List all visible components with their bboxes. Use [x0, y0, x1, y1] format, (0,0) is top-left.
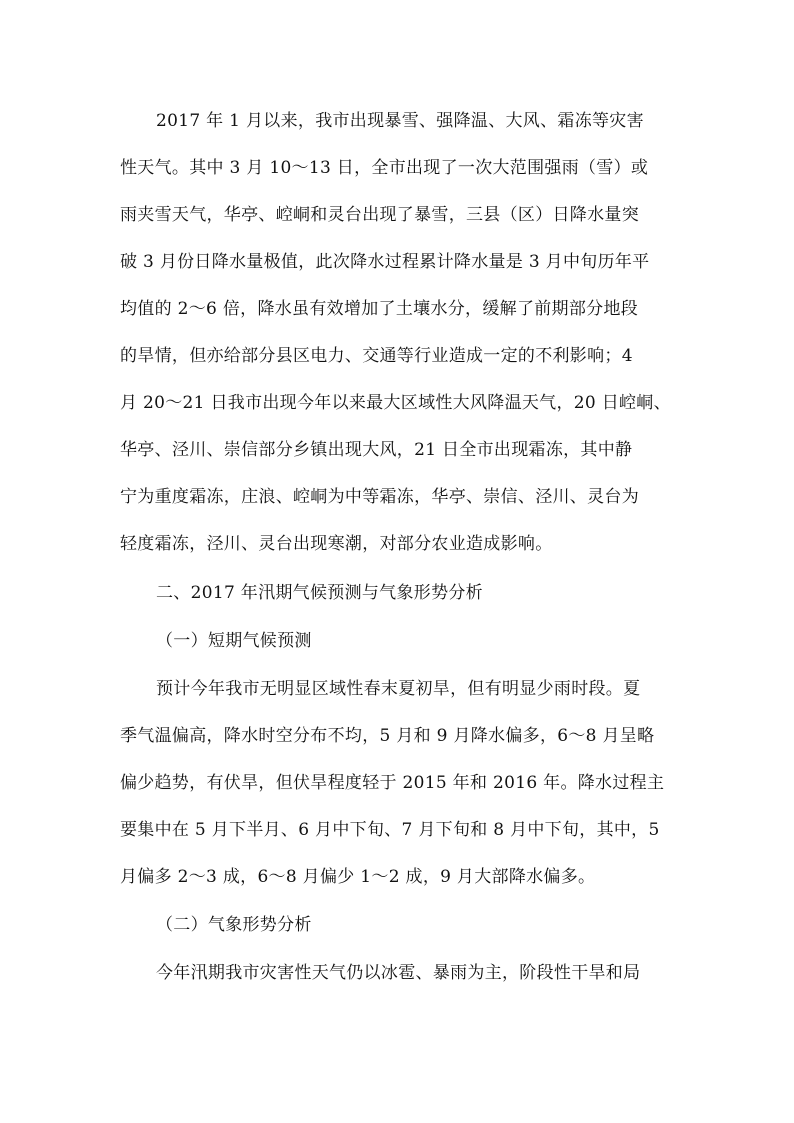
paragraph-line: 宁为重度霜冻，庄浪、崆峒为中等霜冻，华亭、崇信、泾川、灵台为 — [120, 487, 639, 507]
paragraph-line: 性天气。其中 3 月 10～13 日，全市出现了一次大范围强雨（雪）或 — [120, 158, 649, 178]
paragraph-line: 月偏多 2～3 成，6～8 月偏少 1～2 成，9 月大部降水偏多。 — [120, 867, 596, 887]
paragraph-line: 轻度霜冻，泾川、灵台出现寒潮，对部分农业造成影响。 — [120, 534, 553, 554]
paragraph-line: 均值的 2～6 倍，降水虽有效增加了土壤水分，缓解了前期部分地段 — [120, 299, 639, 319]
paragraph-line: 的旱情，但亦给部分县区电力、交通等行业造成一定的不利影响；4 — [120, 346, 633, 366]
paragraph-line: 偏少趋势，有伏旱，但伏旱程度轻于 2015 年和 2016 年。降水过程主 — [120, 773, 665, 793]
subsection-heading: （二）气象形势分析 — [156, 915, 312, 935]
paragraph-line: 破 3 月份日降水量极值，此次降水过程累计降水量是 3 月中旬历年平 — [120, 252, 650, 272]
paragraph-line: 预计今年我市无明显区域性春末夏初旱，但有明显少雨时段。夏 — [156, 679, 641, 699]
paragraph-line: 华亭、泾川、崇信部分乡镇出现大风，21 日全市出现霜冻，其中静 — [120, 440, 633, 460]
section-heading: 二、2017 年汛期气候预测与气象形势分析 — [156, 583, 483, 603]
paragraph-line: 要集中在 5 月下半月、6 月中下旬、7 月下旬和 8 月中下旬，其中，5 — [120, 820, 660, 840]
paragraph-line: 季气温偏高，降水时空分布不均，5 月和 9 月降水偏多，6～8 月呈略 — [120, 726, 655, 746]
paragraph-line: 月 20～21 日我市出现今年以来最大区域性大风降温天气，20 日崆峒、 — [120, 393, 671, 413]
paragraph-line: 2017 年 1 月以来，我市出现暴雪、强降温、大风、霜冻等灾害 — [156, 111, 644, 131]
subsection-heading: （一）短期气候预测 — [156, 631, 312, 651]
paragraph-line: 雨夹雪天气，华亭、崆峒和灵台出现了暴雪，三县（区）日降水量突 — [120, 205, 639, 225]
paragraph-line: 今年汛期我市灾害性天气仍以冰雹、暴雨为主，阶段性干旱和局 — [156, 963, 641, 983]
